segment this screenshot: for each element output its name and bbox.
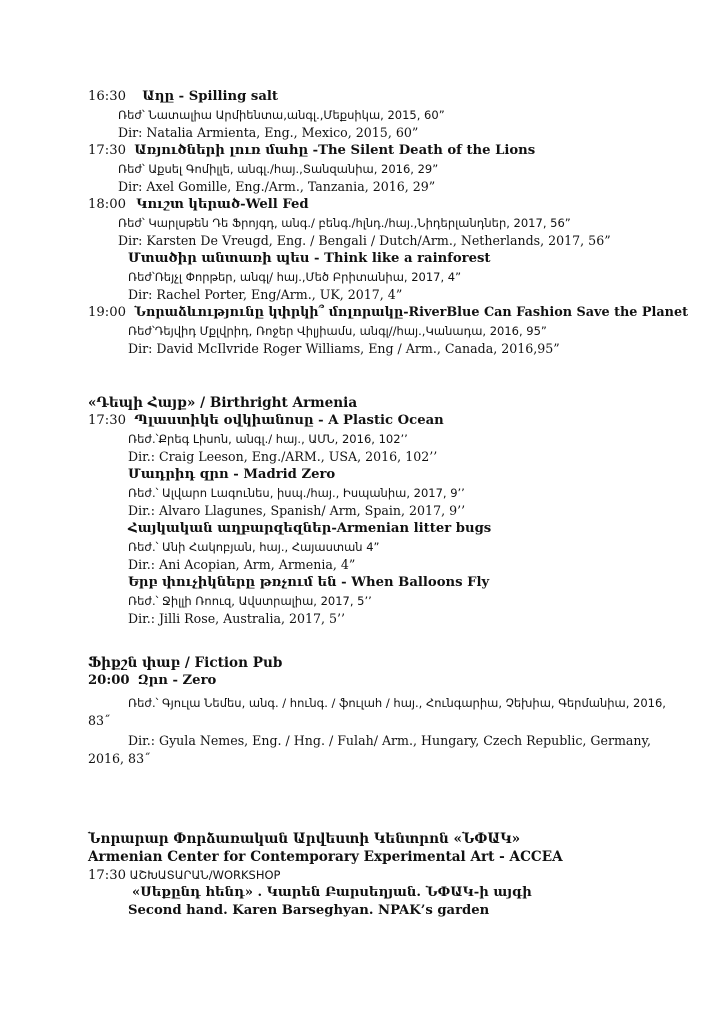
event-time: 16:30 <box>88 89 127 104</box>
event-credit-am: Ռեժ.՝ Գյուլա Նեմես, անգ. / հունգ. / ֆուլահ / հայ., Հունգարիա, Չեխիա, Գերմանիա, 2016, <box>128 696 666 710</box>
event-credit-en: Dir.: Jilli Rose, Australia, 2017, 5’’ <box>128 611 346 626</box>
event-title-en: - When Balloons Fly <box>336 575 490 590</box>
event-time: 17:30 <box>88 143 127 158</box>
event-zero <box>88 672 216 690</box>
event-when-balloons-fly <box>128 574 489 592</box>
event-title-am: Մադրիդ զրո <box>128 467 229 482</box>
event-title-en: - Madrid Zero <box>228 467 336 482</box>
event-title-en: -Well Fed <box>240 197 309 212</box>
event-credit-en: Dir: David McIlvride Roger Williams, Eng / Arm., Canada, 2016,95” <box>128 341 560 356</box>
event-time: 20:00 <box>88 673 130 688</box>
event-madrid-zero <box>128 466 335 484</box>
event-credit-en: Dir.: Alvaro Llagunes, Spanish/ Arm, Spain, 2017, 9’’ <box>128 503 466 518</box>
event-credit-en: Dir.: Craig Leeson, Eng./ARM., USA, 2016, 102’’ <box>128 449 438 464</box>
event-title-am: Կուշտ կերած <box>136 197 241 212</box>
event-riverblue <box>88 304 688 322</box>
event-credit-en: Dir: Rachel Porter, Eng/Arm., UK, 2017, 4” <box>128 287 403 302</box>
event-credit-am: Ռեժ՝ Աքսել Գոմիլլե, անգլ./հայ.,Տանզանիա, 2016, 29” <box>118 162 439 176</box>
workshop-title-am: «Սեքընդ հենդ» . Կարեն Բարսեղյան. ՆՓԱԿ-ի այգի <box>132 885 532 900</box>
event-credit-am-cont: 83˝ <box>88 713 111 728</box>
event-silent-death-lions <box>88 142 535 160</box>
event-title-am: Պլաստիկե օվկիանոսը <box>134 413 314 428</box>
event-credit-am: Ռեժ՝Դեյվիդ Մքլվրիդ, Ռոջեր Վիլյիամս, անգլ//հայ.,Կանադա, 2016, 95” <box>128 324 547 338</box>
event-title-en: -RiverBlue Can Fashion Save the Planet <box>403 305 689 320</box>
event-title-am: Մտածիր անտառի պես <box>128 251 310 266</box>
section-header-birthright: «Դեպի Հայք» / Birthright Armenia <box>88 395 358 411</box>
section-header-accea-en: Armenian Center for Contemporary Experimental Art - ACCEA <box>88 849 563 865</box>
event-title-am: Աղը <box>142 89 175 104</box>
workshop-title-en: Second hand. Karen Barseghyan. NPAK’s garden <box>128 903 490 918</box>
event-credit-am: Ռեժ՝ Կարլսթեն Դե Ֆրոյգդ, անգ./ բենգ./հլնդ./հայ.,Նիդերլանդներ, 2017, 56” <box>118 216 571 230</box>
event-credit-en-cont: 2016, 83˝ <box>88 751 151 766</box>
event-title-am: Նորաձևությունը կփրկի՞ մոլորակը <box>134 305 404 320</box>
workshop-label: ԱՇԽԱՏԱՐԱՆ/WORKSHOP <box>126 868 281 882</box>
event-time: 18:00 <box>88 197 127 212</box>
workshop-line <box>88 866 280 885</box>
section-header-accea-am: Նորարար Փորձառական Արվեստի Կենտրոն «ՆՓԱԿ» <box>88 831 521 847</box>
event-title-en: -The Silent Death of the Lions <box>308 143 536 158</box>
event-credit-en: Dir: Natalia Armienta, Eng., Mexico, 2015, 60” <box>118 125 419 140</box>
event-credit-en: Dir.: Ani Acopian, Arm, Armenia, 4” <box>128 557 356 572</box>
event-title-en: -Armenian litter bugs <box>331 521 492 536</box>
event-credit-am: Ռեժ.՝ Ալվարո Լագունես, իսպ./հայ., Իսպանիա, 2017, 9’’ <box>128 486 465 500</box>
event-credit-am: Ռեժ.՝Քրեգ Լիսոն, անգլ./ հայ., ԱՄՆ, 2016, 102’’ <box>128 432 408 446</box>
event-credit-am: Ռեժ.՝ Անի Հակոբյան, հայ., Հայաստան 4” <box>128 540 380 554</box>
event-time: 19:00 <box>88 305 127 320</box>
section-header-fiction-pub: Ֆիքշն փաբ / Fiction Pub <box>88 655 283 671</box>
event-title-am: Երբ փուչիկները թռչում են <box>128 575 337 590</box>
event-credit-en: Dir.: Gyula Nemes, Eng. / Hng. / Fulah/ Arm., Hungary, Czech Republic, Germany, <box>128 733 651 748</box>
event-credit-en: Dir: Karsten De Vreugd, Eng. / Bengali / Dutch/Arm., Netherlands, 2017, 56” <box>118 233 611 248</box>
event-time: 17:30 <box>88 413 127 428</box>
event-credit-en: Dir: Axel Gomille, Eng./Arm., Tanzania, 2016, 29” <box>118 179 436 194</box>
event-credit-am: Ռեժ՝Ռեյչլ Փորթեր, անգլ/ հայ.,Մեծ Բրիտանիա, 2017, 4” <box>128 270 462 284</box>
event-credit-am: Ռեժ՝ Նատալիա Արմիենտա,անգլ.,Մեքսիկա, 2015, 60” <box>118 108 445 122</box>
event-time: 17:30 <box>88 868 127 883</box>
event-well-fed <box>88 196 309 214</box>
event-plastic-ocean <box>88 412 444 430</box>
event-title-en: - A Plastic Ocean <box>313 413 444 428</box>
event-credit-am: Ռեժ.՝ Ջիլլի Ռոուզ, Ավստրալիա, 2017, 5’’ <box>128 594 372 608</box>
event-title-en: - Think like a rainforest <box>309 251 491 266</box>
event-spilling-salt <box>88 88 278 106</box>
event-title-am: Զրո <box>137 673 168 688</box>
event-armenian-litter-bugs <box>128 520 491 538</box>
event-title-en: - Zero <box>167 673 217 688</box>
event-title-en: - Spilling salt <box>174 89 278 104</box>
event-title-am: Հայկական աղբարզեզներ <box>128 521 332 536</box>
event-title-am: Առյուծների լուռ մահը <box>134 143 309 158</box>
event-think-like-rainforest <box>128 250 491 268</box>
